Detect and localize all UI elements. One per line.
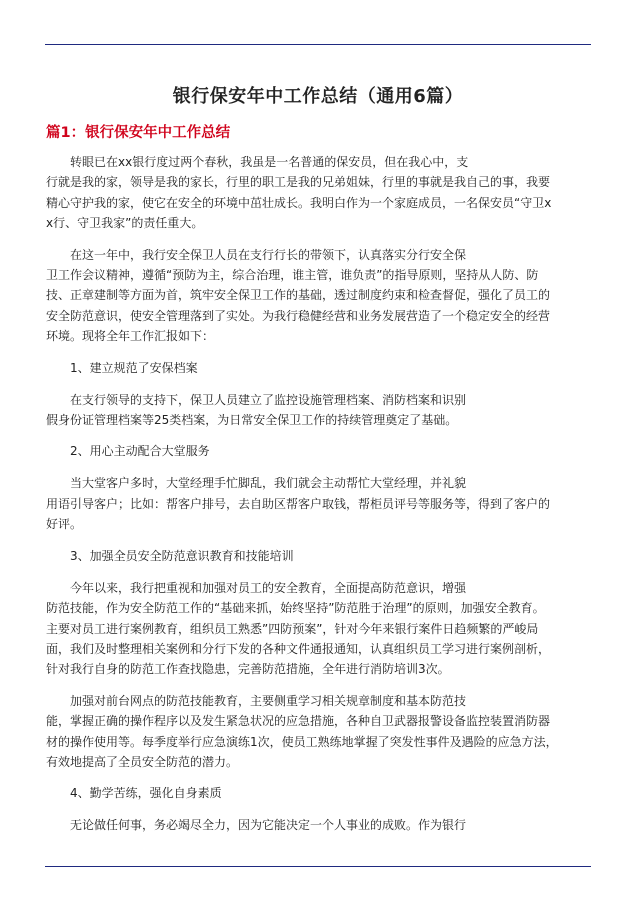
text-line: 转眼已在xx银行度过两个春秋，我虽是一名普通的保安员，但在我心中，支	[70, 155, 469, 169]
text-line: 加强对前台网点的防范技能教育，主要侧重学习相关规章制度和基本防范技	[70, 693, 467, 708]
text-line: 用语引导客户；比如：帮客户排号，去自助区帮客户取钱，帮柜员评号等服务等，得到了客户的	[46, 496, 551, 511]
text-line: 环境。现将全年工作汇报如下：	[46, 329, 215, 344]
footer-rule	[45, 866, 591, 867]
paragraph-archives	[46, 390, 592, 431]
document-body	[46, 152, 592, 847]
text-line: 行就是我的家，领导是我的家长，行里的职工是我的兄弟姐妹，行里的事就是我自己的事，我要	[46, 175, 551, 190]
text-line: 无论做任何事，务必竭尽全力，因为它能决定一个人事业的成败。作为银行	[70, 818, 467, 833]
text-line: 好评。	[46, 517, 83, 532]
paragraph-lobby-service	[46, 473, 592, 534]
text-line: 精心守护我的家，使它在安全的环境中茁壮成长。我明白作为一个家庭成员，一名保安员“守卫x	[46, 195, 552, 210]
text-line: 卫工作会议精神，遵循“预防为主，综合治理，谁主管，谁负责”的指导原则，坚持从人防、防	[46, 268, 539, 283]
text-line: 在这一年中，我行安全保卫人员在支行行长的带领下，认真落实分行安全保	[70, 247, 467, 262]
text-line: 防范技能，作为安全防范工作的“基础来抓，始终坚持”防范胜于治理”的原则，加强安全教育。	[46, 601, 545, 616]
section-heading: 篇1：银行保安年中工作总结	[46, 125, 231, 141]
paragraph-safety-education	[46, 578, 592, 680]
text-line: 针对我行自身的防范工作查找隐患，完善防范措施，全年进行消防培训3次。	[46, 662, 450, 677]
text-line: 假身份证管理档案等25类档案，为日常安全保卫工作的持续管理奠定了基础。	[46, 413, 458, 428]
text-line: 面，我们及时整理相关案例和分行下发的各种文件通报通知，认真组织员工学习进行案例剖析，	[46, 641, 551, 656]
text-line: 安全防范意识，使安全管理落到了实处。为我行稳健经营和业务发展营造了一个稳定安全的经营	[46, 308, 551, 323]
subheading-2: 2、用心主动配合大堂服务	[70, 444, 210, 459]
paragraph-self-improvement	[46, 815, 592, 835]
document-title: 银行保安年中工作总结（通用6篇）	[172, 86, 464, 107]
text-line: 技、正章建制等方面为首，筑牢安全保卫工作的基础，透过制度约束和检查督促，强化了员工的	[46, 288, 551, 303]
subheading-3: 3、加强全员安全防范意识教育和技能培训	[70, 548, 294, 563]
paragraph-front-desk-training	[46, 691, 592, 773]
text-line: 能，掌握正确的操作程序以及发生紧急状况的应急措施，各种自卫武器报警设备监控装置消防器	[46, 714, 551, 729]
text-line: 材的操作使用等。每季度举行应急演练1次，使员工熟练地掌握了突发性事件及遇险的应急方法，	[46, 734, 558, 749]
paragraph-year-overview	[46, 245, 592, 347]
paragraph-intro	[46, 152, 592, 234]
text-line: 有效地提高了全员安全防范的潜力。	[46, 754, 239, 769]
text-line: 当大堂客户多时，大堂经理手忙脚乱，我们就会主动帮忙大堂经理，并礼貌	[70, 476, 467, 491]
text-line: x行、守卫我家”的责任重大。	[46, 216, 204, 231]
text-line: 今年以来，我行把重视和加强对员工的安全教育，全面提高防范意识，增强	[70, 580, 467, 595]
text-line: 主要对员工进行案例教育，组织员工熟悉”四防预案”，针对今年来银行案件日趋频繁的严峻局	[46, 621, 539, 636]
subheading-1: 1、建立规范了安保档案	[70, 360, 198, 375]
subheading-4: 4、勤学苦练，强化自身素质	[70, 786, 222, 801]
header-rule	[45, 44, 591, 45]
text-line: 在支行领导的支持下，保卫人员建立了监控设施管理档案、消防档案和识别	[70, 392, 467, 407]
